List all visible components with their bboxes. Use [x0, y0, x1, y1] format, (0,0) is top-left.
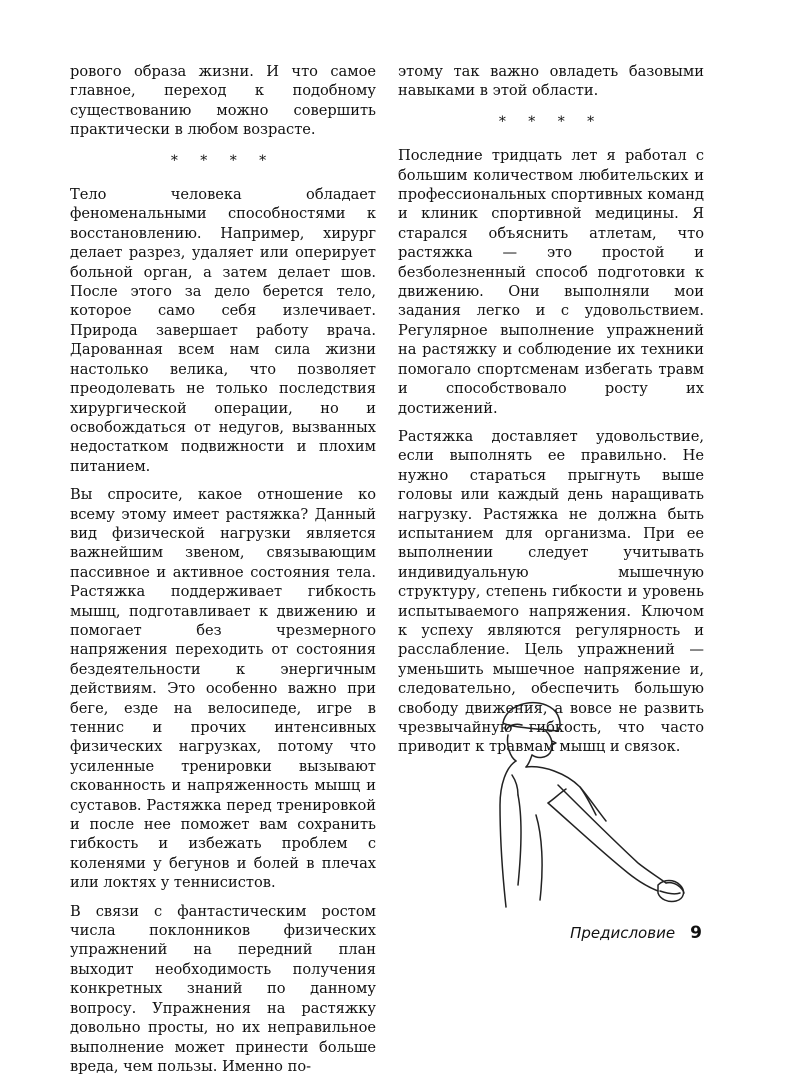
- paragraph: Вы спросите, какое отношение ко всему этому имеет растяжка? Данный вид физической нагрузки является важнейшим звеном, связывающим пассивное и активное состояния тела. Растяжка поддерживает гибкость мышц, подготавливает к движению и помогает без чрезмерного напряжения переходить от состояния бездеятельности к энергичным действиям. Это особенно важно при беге, езде на велосипеде, игре в теннис и прочих интенсивных физических нагрузках, потому что усиленные тренировки вызывают скованность и напряженность мышц и суставов. Растяжка перед тренировкой и после нее поможет вам сохранить гибкость и избежать проблем с коленями у бегунов и болей в плечах или локтях у теннисистов.: [70, 486, 376, 892]
- page-number: 9: [690, 923, 702, 943]
- paragraph: Растяжка доставляет удовольствие, если выполнять ее правильно. Не нужно стараться прыгнуть выше головы или каждый день наращивать нагрузку. Растяжка не должна быть испытанием для организма. При ее выполнении следует учитывать индивидуальную мышечную структуру, степень гибкости и уровень испытываемого напряжения. Ключом к успеху являются регулярность и расслабление. Цель упражнений — уменьшить мышечное напряжение и, следовательно, обеспечить большую свободу движения, а вовсе не развить чрезвычайную гибкость, что часто приводит к травмам мышц и связок.: [398, 427, 704, 756]
- page-footer: [570, 923, 702, 943]
- paragraph: В связи с фантастическим ростом числа поклонников физических упражнений на передний план выходит необходимость получения конкретных знаний по данному вопросу. Упражнения на растяжку довольно просты, но их неправильное выполнение может принести больше вреда, чем пользы. Именно по-: [70, 902, 376, 1075]
- chapter-label: Предисловие: [570, 924, 676, 942]
- section-separator: * * * *: [498, 113, 604, 130]
- paragraph: Последние тридцать лет я работал с большим количеством любительских и профессиональных спортивных команд и клиник спортивной медицины. Я старался объяснить атлетам, что растяжка — это простой и безболезненный способ подготовки к движению. Они выполняли мои задания легко и с удовольствием. Регулярное выполнение упражнений на растяжку и соблюдение их техники помогало спортсменам избегать травм и способствовало росту их достижений.: [398, 147, 704, 417]
- paragraph: этому так важно овладеть базовыми навыками в этой области.: [398, 63, 704, 100]
- right-column: [398, 62, 704, 766]
- left-column: [70, 62, 376, 1085]
- paragraph: Тело человека обладает феноменальными способностями к восстановлению. Например, хирург делает разрез, удаляет или оперирует больной орган, а затем делает шов. После этого за дело берется тело, которое само себя излечивает. Природа завершает работу врача. Дарованная всем нам сила жизни настолько велика, что позволяет преодолевать не только последствия хирургической операции, но и освобождаться от недугов, вызванных недостатком подвижности и плохим питанием.: [70, 186, 376, 475]
- paragraph: рового образа жизни. И что самое главное, переход к подобному существованию можно совершить практически в любом возрасте.: [70, 63, 376, 139]
- section-separator: * * * *: [170, 152, 276, 169]
- stretching-figure-illustration: [488, 695, 713, 910]
